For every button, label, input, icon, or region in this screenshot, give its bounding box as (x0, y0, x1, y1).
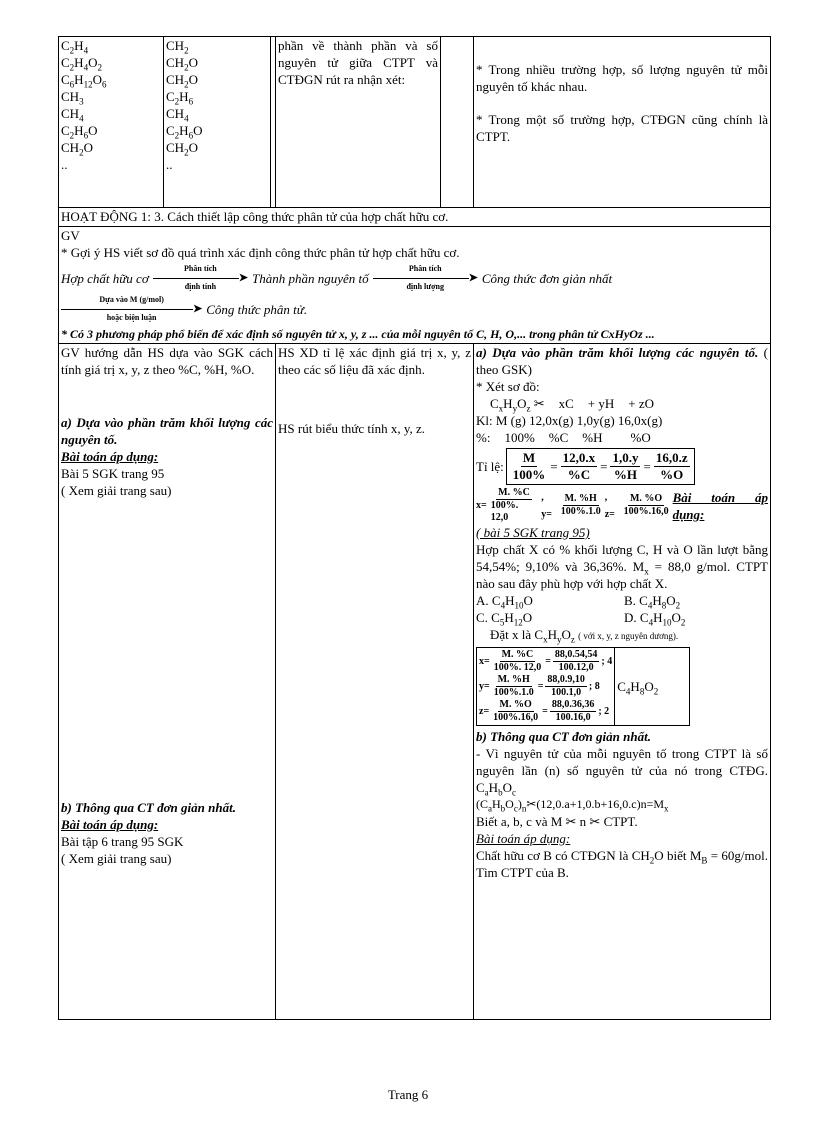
scheme-row-1: $C_xH_yO_z$ ✂ xC + yH + zO (490, 396, 655, 414)
left-a-label: Bài toán áp dụng: (61, 449, 159, 464)
teacher-activity-cell (59, 344, 276, 1020)
flow-arrow-2: Phân tích ➤ định lượng (373, 264, 478, 292)
ratio-equation: Tỉ lệ: $\frac{M}{100\%}$ = $\frac{12,0.x}{\%C}$ = $\frac{1,0.y}{\%H}$ = $\frac{16,0.z}{\%O}$ (476, 448, 768, 485)
right-b-title: b) Thông qua CT đơn giản nhất. (476, 729, 651, 744)
flow-diagram (61, 264, 768, 292)
document-page (58, 36, 770, 1020)
right-b-text1: - Vì nguyên tử của mỗi nguyên tố trong CTPT là số nguyên lần (n) số nguyên tử của nó trong CTĐG. $C_aH_bO_c$ (476, 746, 768, 798)
method-row (59, 344, 771, 1020)
student-activity-cell (276, 344, 474, 1020)
solution-answer: $C_4H_8O_2$ (615, 648, 690, 726)
hint-text: * Gợi ý HS viết sơ đồ quá trình xác định công thức phân tử hợp chất hữu cơ. (61, 245, 460, 260)
flow-diagram-2 (61, 295, 768, 323)
flow-step-3: Công thức đơn giản nhất (481, 270, 613, 286)
formula-item: $C_2H_6O$ (166, 123, 203, 141)
formula-item: $CH_2O$ (166, 72, 198, 90)
formula-item: $C_2H_6$ (166, 89, 194, 107)
formula-item: .. (61, 157, 68, 172)
left-a-text2: ( Xem giải trang sau) (61, 483, 172, 498)
flow-step-1: Hợp chất hữu cơ (61, 270, 149, 286)
methods-text: * Có 3 phương pháp phổ biến để xác định số nguyên tử x, y, z ... của mỗi nguyên tố C, H, O,... trong phân tử CxHyOz ... (61, 327, 655, 341)
scheme-row-3: %: 100% %C %H %O (476, 430, 651, 445)
right-b-app: Bài toán áp dụng: (476, 831, 571, 846)
empty-cell (441, 37, 474, 208)
scheme-label: * Xét sơ đồ: (476, 379, 540, 394)
flow-arrow-1: Phân tích ➤ định tính (153, 264, 248, 292)
problem-text: Hợp chất X có % khối lượng C, H và O lần lượt bằng 54,54%; 9,10% và 36,36%. $M_x = 88,0$ g/mol. CTPT nào sau đây phù hợp với hợp chất X. (476, 542, 768, 591)
gv-label: GV (61, 228, 80, 243)
flow-row (59, 227, 771, 344)
middle-text1: HS XD tỉ lệ xác định giá trị x, y, z theo các số liệu đã xác định. (278, 345, 471, 377)
options-row-2: C. $C_5H_{12}O$ D. $C_4H_{10}O_2$ (476, 610, 686, 628)
left-b-text2: ( Xem giải trang sau) (61, 851, 172, 866)
formula-item: $C_2H_4O_2$ (61, 55, 102, 73)
left-b-label: Bài toán áp dụng: (61, 817, 159, 832)
formula-item: $C_6H_{12}O_6$ (61, 72, 107, 90)
molecular-formula-list (59, 37, 164, 207)
left-a-text1: Bài 5 SGK trang 95 (61, 466, 165, 481)
right-b-text3: Biết a, b, c và M ✂ n ✂ CTPT. (476, 814, 638, 829)
page-number: Trang 6 (387, 1087, 429, 1102)
right-b-problem: Chất hữu cơ B có CTĐGN là $CH_2O$ biết $M_B = 60g/mol$. Tìm CTPT của B. (476, 848, 768, 880)
observation-1: * Trong nhiều trường hợp, số lượng nguyên tử mỗi nguyên tố khác nhau. (476, 62, 768, 94)
observation-cell (474, 37, 771, 208)
right-a-title: a) Dựa vào phần trăm khối lượng các nguyên tố. (476, 345, 759, 360)
formula-item: $CH_2$ (166, 38, 189, 56)
formula-item: $CH_2O$ (166, 140, 198, 158)
formula-item: $CH_4$ (61, 106, 84, 124)
options-row-1: A. $C_4H_{10}O$ B. $C_4H_8O_2$ (476, 593, 681, 611)
formula-item: $CH_2O$ (61, 140, 93, 158)
formula-item: .. (166, 157, 173, 172)
left-b-text1: Bài tập 6 trang 95 SGK (61, 834, 184, 849)
left-b-title: b) Thông qua CT đơn giản nhất. (61, 800, 236, 815)
scheme-row-2: Kl: M (g) 12,0x(g) 1,0y(g) 16,0x(g) (476, 413, 663, 428)
formula-item: $CH_3$ (61, 89, 84, 107)
formula-comparison-row (59, 37, 771, 208)
xyz-formulas: x= $\frac{M. \%C}{100\%. 12,0}$ , y= $\frac{M. \%H}{100\%.1.0}$ , z= $\frac{M. \%O}{100\%.16,0}$ Bài toán áp dụng: (476, 487, 768, 523)
formula-item: $C_2H_6O$ (61, 123, 98, 141)
formula-columns (59, 37, 276, 208)
flow-cell (59, 227, 771, 344)
flow-step-2: Thành phần nguyên tố (251, 270, 369, 286)
middle-text2: HS rút biểu thức tính x, y, z. (278, 421, 426, 436)
right-b-text2: $(C_aH_bO_c)_n✂(12,0.a+1,0.b+16,0.c)n=M_x$ (476, 797, 669, 814)
solution-table: x= $\frac{M. \%C}{100\%. 12,0}$ = $\frac{88,0.54,54}{100.12,0}$ ; 4 y= $\frac{M. \%H}{100\%.1.0}$ = $\frac{88,0.9,10}{100.1,0}$ ; 8 z= $\frac{M. \%O}{100\%.16,0}$ = $\frac{88,0.36,36}{100.16,0}$ ; 2 $C_4H_8O_2$ (476, 647, 690, 726)
activity-heading-row (59, 208, 771, 227)
formula-item: $C_2H_4$ (61, 38, 89, 56)
formula-item: $CH_2O$ (166, 55, 198, 73)
content-cell: a) Dựa vào phần trăm khối lượng các nguyên tố. ( theo GSK) * Xét sơ đồ: $C_xH_yO_z$ ✂ xC + yH + zO Kl: M (g) 12,0x(g) 1,0y(g) 16,0x(g) %: 100% %C %H %O Tỉ lệ: $\frac{M}{100\%}$ = $\frac{12,0.x}{\%C}$ = $\frac{1,0.y}{\%H}$ = $\frac{16,0.z}{\%O}$ x= $\frac{M. \%C}{100\%. 12,0}$ , y= $\frac{M. \%H}{100\%.1.0}$ , z= $\frac{M. \%O}{100\%.16,0}$ Bài toán áp dụng: ( bài 5 SGK trang 95) Hợp chất X có % khối lượng C, H và O lần lượt bằng 54,54%; 9,10% và 36,36%. $M_x = 88,0$ g/mol. CTPT nào sau đây phù hợp với hợp chất X. A. $C_4H_{10}O$ B. $C_4H_8O_2$ C. $C_5H_{12}O$ D. $C_4H_{10}O_2$ Đặt x là $C_xH_yO_z$ ( với x, y, z nguyên dương). x= $\frac{M. \%C}{100\%. 12,0}$ = $\frac{88,0.54,54}{100.12,0}$ ; 4 y= $\frac{M. \%H}{100\%.1.0}$ = $\frac{88,0.9,10}{100.1,0}$ ; 8 z= $\frac{M. \%O}{100\%.16,0}$ = $\frac{88,0.36,36}{100.16,0}$ ; 2 $C_4H_8O_2$ b) Thông qua CT đơn giản nhất. - Vì nguyên tử của mỗi nguyên tố trong CTPT là số nguyên lần (n) số nguyên tử của nó trong CTĐG. $C_aH_bO_c$ $(C_aH_bO_c)_n✂(12,0.a+1,0.b+16,0.c)n=M_x$ Biết a, b, c và M ✂ n ✂ CTPT. Bài toán áp dụng: Chất hữu cơ B có CTĐGN là $CH_2O$ biết $M_B = 60g/mol$. Tìm CTPT của B. (474, 344, 771, 1020)
ref-5: ( bài 5 SGK trang 95) (476, 525, 590, 540)
flow-arrow-3: Dựa vào M (g/mol) ➤ hoặc biện luận (61, 295, 202, 323)
formula-item: $CH_4$ (166, 106, 189, 124)
observation-2: * Trong một số trường hợp, CTĐGN cũng chính là CTPT. (476, 112, 768, 144)
activity-heading: HOẠT ĐỘNG 1: 3. Cách thiết lập công thức phân tử của hợp chất hữu cơ. (59, 208, 771, 227)
lesson-table (58, 36, 771, 1020)
teacher-intro: GV hướng dẫn HS dựa vào SGK cách tính giá trị x, y, z theo %C, %H, %O. (61, 345, 273, 377)
set-statement: Đặt x là $C_xH_yO_z$ ( với x, y, z nguyên dương). (490, 627, 679, 645)
comparison-instruction: phần về thành phần và số nguyên tử giữa CTPT và CTĐGN rút ra nhận xét: (276, 37, 441, 208)
left-a-title: a) Dựa vào phần trăm khối lượng các nguyên tố. (61, 415, 273, 447)
flow-step-4: Công thức phân tử. (206, 301, 308, 317)
empirical-formula-list (164, 37, 271, 207)
